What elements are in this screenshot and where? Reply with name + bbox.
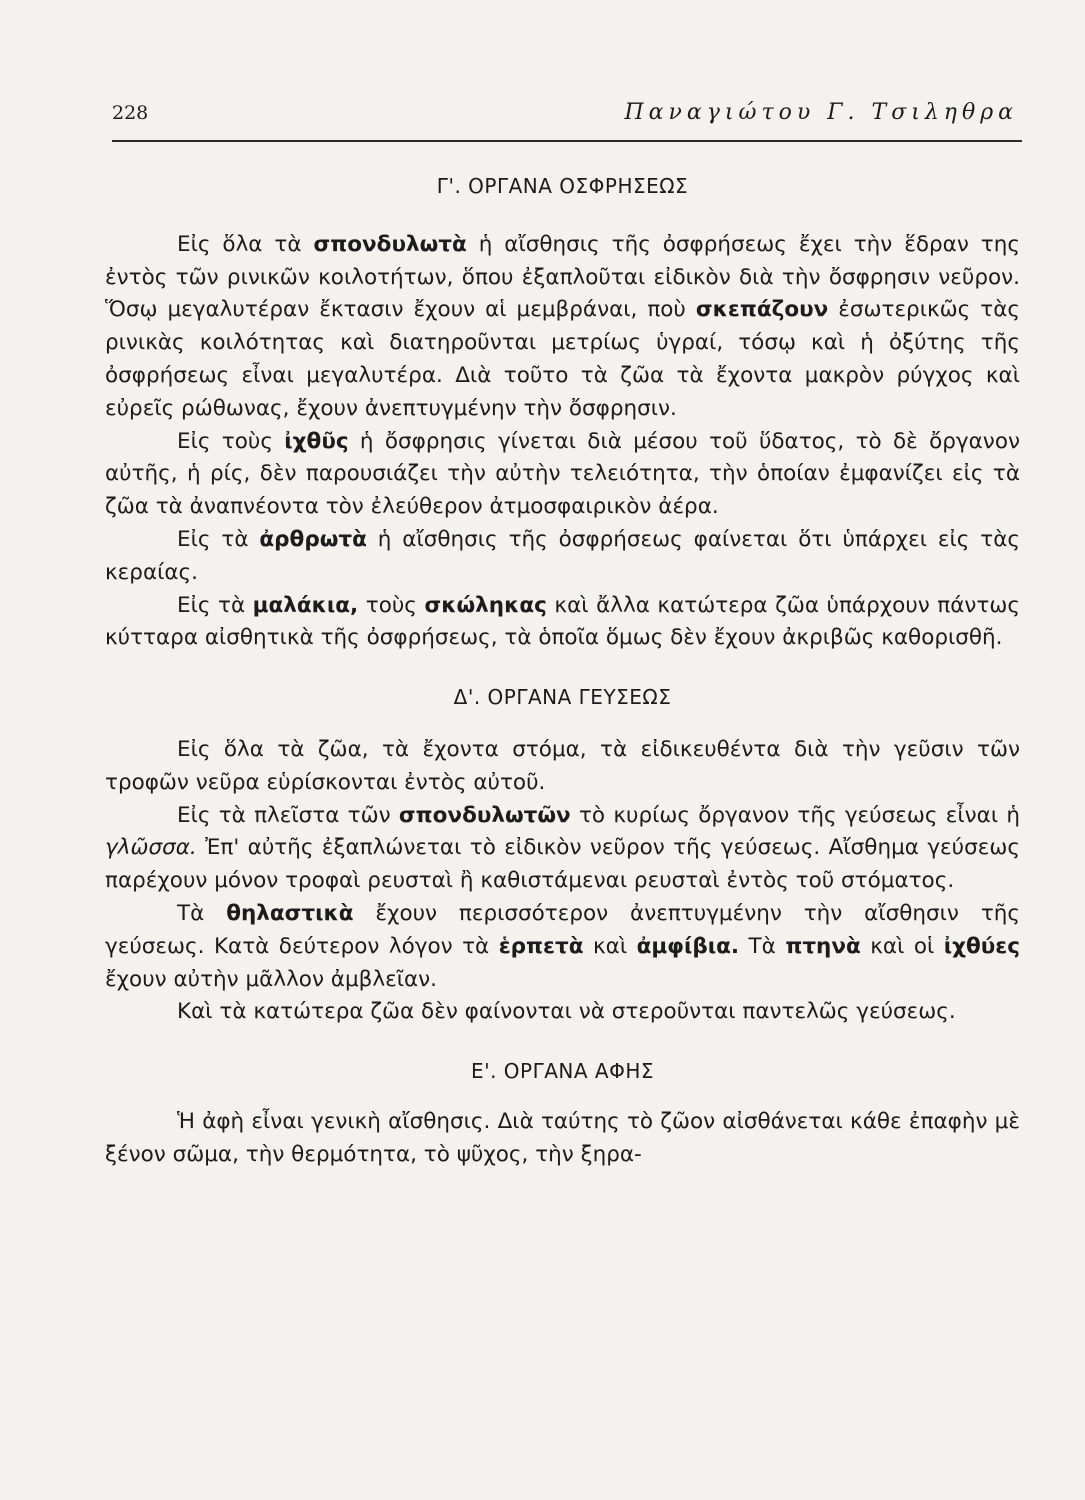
paragraph [105, 734, 1020, 800]
text-run: ἡ αἴσθησις τῆς ὀσφρήσεως φαίνεται ὅτι ὑπάρχει εἰς τὰς κεραίας. [105, 526, 1021, 585]
page-header [112, 100, 1022, 142]
text-run: Εἰς τοὺς [177, 428, 285, 454]
text-run: Εἰς τὰ [177, 526, 260, 552]
text-run: Εἰς ὅλα τὰ ζῶα, τὰ ἔχοντα στόμα, τὰ εἰδικευθέντα διὰ τὴν γεῦσιν τῶν τροφῶν νεῦρα εὑρίσκονται ἐντὸς αὐτοῦ. [105, 736, 1020, 795]
bold-term: σπονδυλωτὰ [313, 231, 467, 257]
text-run: Εἰς ὅλα τὰ [177, 231, 314, 257]
bold-term: ἑρπετὰ [498, 933, 584, 959]
running-head: Παναγιώτου Γ. Τσιληθρα [624, 100, 1018, 125]
text-run: ἔχουν αὐτὴν μᾶλλον ἀμβλεῖαν. [105, 966, 438, 992]
text-run: τοὺς [358, 592, 425, 618]
paragraph [105, 524, 1020, 590]
text-run: Εἰς τὰ πλεῖστα τῶν [177, 802, 399, 828]
text-run: καὶ ἄλλα κατώτερα ζῶα ὑπάρχουν πάντως κύτταρα αἰσθητικὰ τῆς ὀσφρήσεως, τὰ ὁποῖα ὅμως δὲν ἔχουν ἀκριβῶς καθορισθῆ. [105, 592, 1020, 651]
section-title-touch: Ε'. ΟΡΓΑΝΑ ΑΦΗΣ [470, 1059, 655, 1084]
text-run: ἔχουν περισσότερον ἀνεπτυγμένην τὴν αἴσθησιν τῆς γεύσεως. Κατὰ δεύτερον λόγον τὰ [105, 900, 1021, 959]
bold-term: ἰχθῦς [284, 428, 349, 454]
bold-term: θηλαστικὰ [226, 900, 354, 926]
text-run: Ἐπ' αὐτῆς ἐξαπλώνεται τὸ εἰδικὸν νεῦρον τῆς γεύσεως. Αἴσθημα γεύσεως παρέχουν μόνον τροφαὶ ρευσταὶ ἢ καθιστάμεναι ρευσταὶ ἐντὸς τοῦ στόματος. [105, 835, 1020, 894]
text-run: καὶ οἱ [860, 933, 944, 959]
italic-term: γλῶσσα. [105, 835, 197, 861]
body-text [105, 170, 1020, 1172]
text-run: Τὰ [739, 933, 786, 959]
bold-term: σκεπάζουν [695, 297, 829, 323]
bold-term: πτηνὰ [785, 933, 861, 959]
text-run: καὶ [583, 933, 637, 959]
paragraph [105, 996, 1020, 1029]
text-run: ἡ ὄσφρησις γίνεται διὰ μέσου τοῦ ὕδατος, τὸ δὲ ὄργανον αὐτῆς, ἡ ρίς, δὲν παρουσιάζει τὴν αὐτὴν τελειότητα, τὴν ὁποίαν ἐμφανίζει εἰς τὰ ζῶα τὰ ἀναπνέοντα τὸν ἐλεύθερον ἀτμοσφαιρικὸν ἀέρα. [105, 428, 1020, 520]
text-run: Τὰ [177, 900, 227, 926]
bold-term: ἰχθύες [943, 933, 1020, 959]
section-title-smell: Γ'. ΟΡΓΑΝΑ ΟΣΦΡΗΣΕΩΣ [436, 174, 689, 198]
bold-term: σκώληκας [424, 592, 547, 618]
paragraph [105, 229, 1020, 426]
paragraph [105, 1106, 1020, 1172]
text-run: τὸ κυρίως ὄργανον τῆς γεύσεως εἶναι ἡ [570, 802, 1020, 828]
bold-term: ἀμφίβια. [636, 933, 740, 959]
paragraph [105, 800, 1020, 898]
section-title-taste: Δ'. ΟΡΓΑΝΑ ΓΕΥΣΕΩΣ [453, 685, 672, 710]
text-run: ἐσωτερικῶς τὰς ρινικὰς κοιλότητας καὶ διατηροῦνται μετρίως ὑγραί, τόσῳ καὶ ἡ ὀξύτης τῆς ὀσφρήσεως εἶναι μεγαλυτέρα. Διὰ τοῦτο τὰ ζῶα τὰ ἔχοντα μακρὸν ρύγχος καὶ εὐρεῖς ρώθωνας, ἔχουν ἀνεπτυγμένην τὴν ὄσφρησιν. [105, 297, 1020, 421]
bold-term: μαλάκια, [252, 592, 359, 618]
text-run: ἡ αἴσθησις τῆς ὀσφρήσεως ἔχει τὴν ἕδραν της ἐντὸς τῶν ρινικῶν κοιλοτήτων, ὅπου ἐξαπλοῦται εἰδικὸν διὰ τὴν ὄσφρησιν νεῦρον. Ὅσῳ μεγαλυτέραν ἔκτασιν ἔχουν αἱ μεμβράναι, ποὺ [105, 231, 1020, 323]
text-run: Εἰς τὰ [177, 592, 253, 618]
bold-term: ἀρθρωτὰ [259, 526, 367, 552]
paragraph [105, 426, 1020, 524]
text-run: Ἡ ἀφὴ εἶναι γενικὴ αἴσθησις. Διὰ ταύτης τὸ ζῶον αἰσθάνεται κάθε ἐπαφὴν μὲ ξένον σῶμα, τὴν θερμότητα, τὸ ψῦχος, τὴν ξηρα- [105, 1108, 1020, 1167]
paragraph [105, 898, 1020, 996]
paragraph [105, 590, 1020, 656]
bold-term: σπονδυλωτῶν [398, 802, 571, 828]
text-run: Καὶ τὰ κατώτερα ζῶα δὲν φαίνονται νὰ στεροῦνται παντελῶς γεύσεως. [177, 999, 956, 1025]
page-number: 228 [112, 102, 149, 124]
